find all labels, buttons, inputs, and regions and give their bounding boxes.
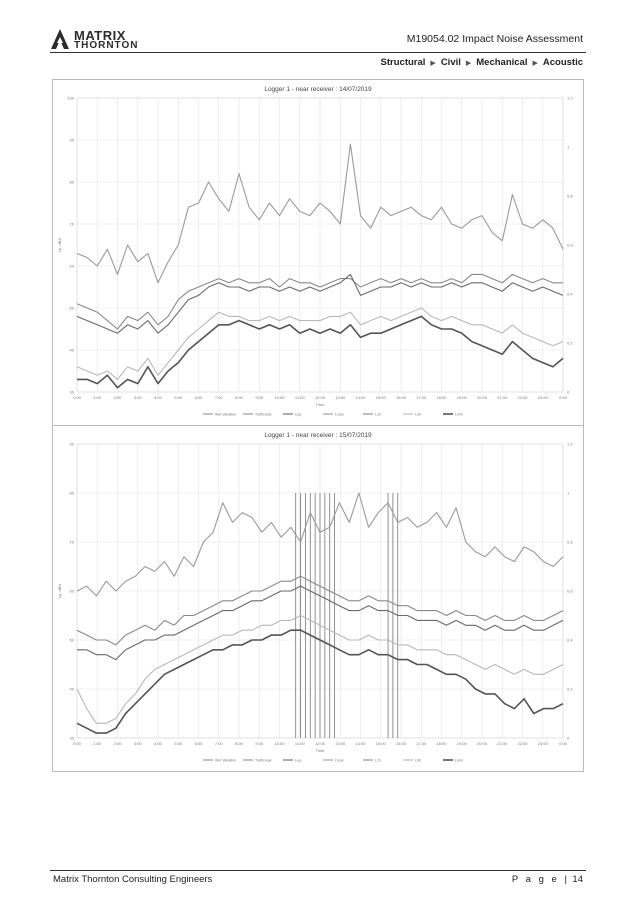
x-tick-label: 23:00 <box>537 741 548 746</box>
y2-tick-label: 0.6 <box>567 588 573 594</box>
x-tick-label: 14:00 <box>355 741 366 746</box>
y2-tick-label: 0.8 <box>567 539 573 545</box>
legend-label: Leq <box>295 758 301 763</box>
y-axis-label: Lp, dBA <box>57 237 62 253</box>
y-tick-label: 30 <box>69 389 74 395</box>
x-tick-label: 5:00 <box>174 395 183 400</box>
x-tick-label: 19:00 <box>456 741 467 746</box>
legend-label: Lmax <box>335 412 344 417</box>
y2-tick-label: 0.6 <box>567 242 573 248</box>
x-tick-label: 7:00 <box>214 741 223 746</box>
x-tick-label: 16:00 <box>395 741 407 746</box>
y-tick-label: 40 <box>69 686 74 692</box>
x-axis-label: Time <box>315 402 325 407</box>
chart-logger-14-07 <box>52 79 584 426</box>
chart-title: Logger 1 - near receiver : 15/07/2019 <box>264 432 372 439</box>
y2-tick-label: 0.4 <box>567 291 573 297</box>
x-tick-label: 6:00 <box>194 741 203 746</box>
x-tick-label: 23:00 <box>537 395 548 400</box>
y-tick-label: 60 <box>69 263 74 269</box>
legend-label: L10 <box>375 758 381 763</box>
x-tick-label: 21:00 <box>497 741 508 746</box>
x-tick-label: 2:00 <box>113 395 122 400</box>
x-tick-label: 6:00 <box>194 395 203 400</box>
x-tick-label: 22:00 <box>517 741 528 746</box>
x-tick-label: 4:00 <box>154 395 162 400</box>
x-axis-label: Time <box>315 748 325 753</box>
legend-label: L90 <box>415 758 421 763</box>
x-tick-label: 0:00 <box>73 741 81 746</box>
footer-divider <box>50 870 586 871</box>
y-tick-label: 50 <box>69 637 74 643</box>
x-tick-label: 18:00 <box>436 395 447 400</box>
logo-text-bottom: THORNTON <box>74 40 139 51</box>
y-tick-label: 90 <box>69 441 74 447</box>
y2-tick-label: 0 <box>567 735 570 741</box>
x-tick-label: 0:00 <box>559 741 567 746</box>
x-tick-label: 21:00 <box>497 395 508 400</box>
logo-text-top: MATRIX <box>74 28 126 43</box>
y-tick-label: 90 <box>69 137 74 143</box>
chart-logger-15-07 <box>52 425 584 772</box>
x-tick-label: 19:00 <box>456 395 467 400</box>
y2-tick-label: 0.8 <box>567 193 573 199</box>
y2-tick-label: 1 <box>567 144 570 150</box>
chart-svg-2 <box>53 426 583 771</box>
footer-company: Matrix Thornton Consulting Engineers <box>53 874 213 885</box>
x-tick-label: 13:00 <box>335 741 346 746</box>
x-tick-label: 14:00 <box>355 395 366 400</box>
arrow-right-icon: ▶ <box>465 59 472 67</box>
x-tick-label: 2:00 <box>113 741 122 746</box>
x-tick-label: 12:00 <box>314 395 326 400</box>
y-tick-label: 80 <box>69 490 74 496</box>
page-separator: | <box>564 874 570 885</box>
x-tick-label: 9:00 <box>255 741 264 746</box>
x-tick-label: 9:00 <box>255 395 264 400</box>
y2-tick-label: 0.2 <box>567 686 573 692</box>
x-tick-label: 22:00 <box>517 395 528 400</box>
x-tick-label: 0:00 <box>559 395 567 400</box>
y-tick-label: 80 <box>69 179 74 185</box>
y-tick-label: 100 <box>67 95 74 101</box>
y-tick-label: 40 <box>69 347 74 353</box>
legend-label: L10 <box>375 412 381 417</box>
legend-label: Lmin <box>455 758 463 763</box>
x-tick-label: 4:00 <box>154 741 162 746</box>
arrow-right-icon: ▶ <box>532 59 538 67</box>
nav-mechanical: Mechanical <box>476 57 528 68</box>
x-tick-label: 20:00 <box>476 741 488 746</box>
chart-title: Logger 1 - near receiver : 14/07/2019 <box>264 86 372 93</box>
x-tick-label: 12:00 <box>314 741 326 746</box>
legend-label: Lmin <box>455 412 463 417</box>
x-tick-label: 13:00 <box>335 395 346 400</box>
x-tick-label: 0:00 <box>73 395 81 400</box>
y2-tick-label: 0.2 <box>567 340 573 346</box>
x-tick-label: 15:00 <box>375 395 386 400</box>
y2-tick-label: 0 <box>567 389 570 395</box>
x-tick-label: 1:00 <box>93 741 102 746</box>
x-tick-label: 3:00 <box>133 741 142 746</box>
y2-tick-label: 1.2 <box>567 95 573 101</box>
x-tick-label: 8:00 <box>235 741 243 746</box>
x-tick-label: 11:00 <box>294 741 305 746</box>
legend-label: Lmax <box>335 758 344 763</box>
x-tick-label: 5:00 <box>174 741 183 746</box>
y2-tick-label: 1 <box>567 490 570 496</box>
x-tick-label: 3:00 <box>133 395 142 400</box>
document-title: M19054.02 Impact Noise Assessment <box>406 33 583 45</box>
page-number: 14 <box>572 874 583 885</box>
y2-tick-label: 0.4 <box>567 637 573 643</box>
arrow-right-icon: ▶ <box>430 59 436 67</box>
nav-civil: Civil <box>440 57 461 68</box>
footer-page <box>512 874 583 885</box>
y-tick-label: 70 <box>69 539 74 545</box>
legend-label: L90 <box>415 412 421 417</box>
x-tick-label: 17:00 <box>416 395 427 400</box>
x-tick-label: 11:00 <box>294 395 305 400</box>
x-tick-label: 16:00 <box>395 395 407 400</box>
x-tick-label: 10:00 <box>274 741 285 746</box>
x-tick-label: 15:00 <box>375 741 386 746</box>
company-logo <box>50 26 160 54</box>
logo-mark-icon <box>50 28 70 50</box>
chart-svg-1 <box>53 80 583 425</box>
legend-label: Trafficmax <box>255 758 272 763</box>
y-tick-label: 30 <box>69 735 74 741</box>
x-tick-label: 7:00 <box>214 395 223 400</box>
x-tick-label: 17:00 <box>416 741 427 746</box>
y2-tick-label: 1.2 <box>567 441 573 447</box>
y-axis-label: Lp, dBA <box>57 583 62 599</box>
legend-label: Leq <box>295 412 301 417</box>
legend-label: Wet Variation <box>215 412 237 417</box>
legend-label: Wet Variation <box>215 758 237 763</box>
x-tick-label: 8:00 <box>235 395 243 400</box>
page-label: P a g e <box>511 874 560 885</box>
y-tick-label: 50 <box>69 305 74 311</box>
y-tick-label: 70 <box>69 221 74 227</box>
x-tick-label: 1:00 <box>93 395 102 400</box>
legend-label: Trafficmax <box>255 412 272 417</box>
header-divider <box>50 52 586 53</box>
x-tick-label: 20:00 <box>476 395 488 400</box>
y-tick-label: 60 <box>69 588 74 594</box>
discipline-nav <box>381 57 583 68</box>
x-tick-label: 10:00 <box>274 395 285 400</box>
nav-acoustic: Acoustic <box>542 57 583 68</box>
x-tick-label: 18:00 <box>436 741 447 746</box>
nav-structural: Structural <box>380 57 426 68</box>
